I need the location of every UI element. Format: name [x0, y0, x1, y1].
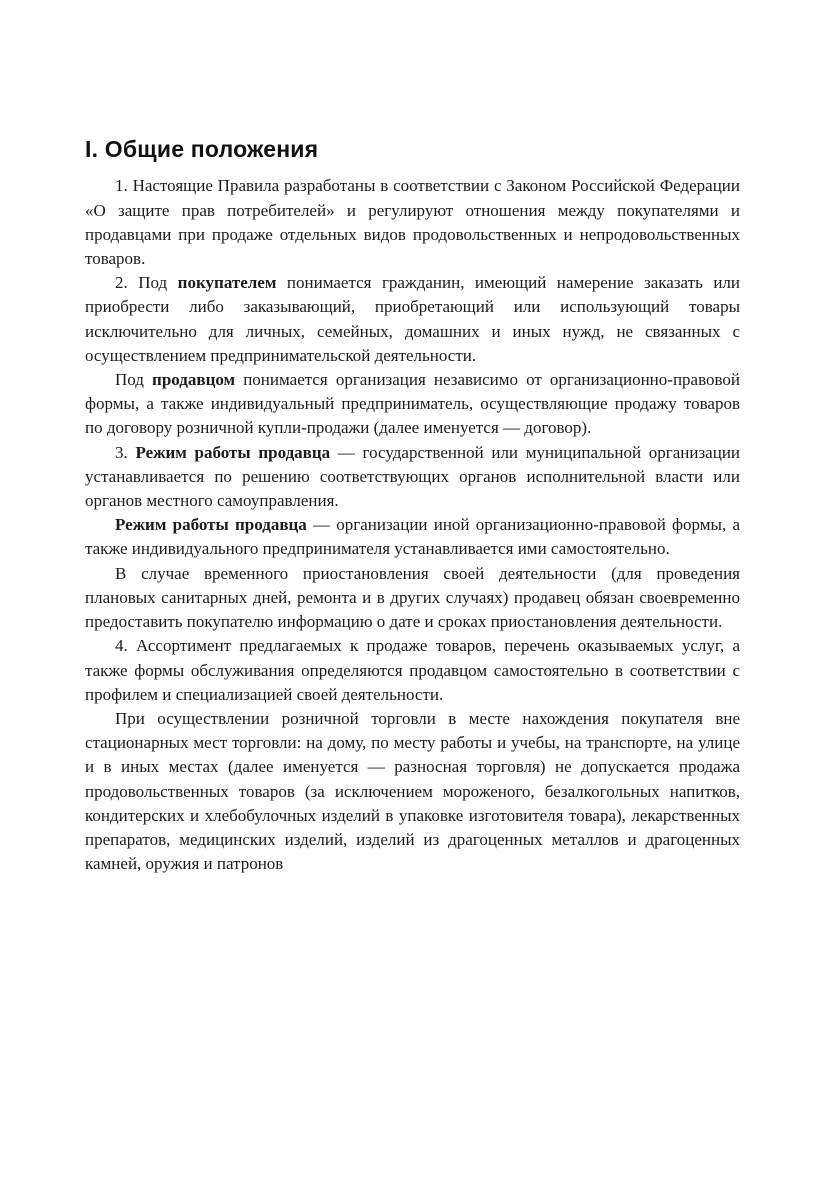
text-run: 4. Ассортимент предлагаемых к продаже товаров, перечень оказываемых услуг, а также формы обслуживания определяются продавцом самостоятельно в соответствии с профилем и специализацией своей деятельности.: [85, 636, 740, 704]
paragraph: [85, 441, 740, 514]
text-run: При осуществлении розничной торговли в месте нахождения покупателя вне стационарных мест торговли: на дому, по месту работы и учебы, на транспорте, на улице и в иных местах (далее именуется — разносная торговля) не допускается продажа продовольственных товаров (за исключением мороженого, безалкогольных напитков, кондитерских и хлебобулочных изделий в упаковке изготовителя товара), лекарственных препаратов, медицинских изделий, изделий из драгоценных металлов и драгоценных камней, оружия и патронов: [85, 708, 740, 874]
text-run: понимается организация независимо от организационно-правовой формы, а также индивидуальный предприниматель, осуществляющие продажу товаров по договору розничной купли-продажи (далее именуется — договор).: [85, 370, 740, 438]
paragraph: [85, 174, 740, 271]
paragraph: [85, 562, 740, 635]
text-run: 3.: [115, 442, 136, 462]
bold-term: покупателем: [177, 273, 277, 293]
paragraph: [85, 271, 740, 368]
text-run: понимается гражданин, имеющий намерение заказать или приобрести либо заказывающий, приобретающий или использующий товары исключительно для личных, семейных, домашних и иных нужд, не связанных с осуществлением предпринимательской деятельности.: [85, 273, 741, 365]
paragraph: [85, 368, 740, 441]
bold-term: Режим работы продавца: [115, 515, 307, 535]
text-run: 1. Настоящие Правила разработаны в соответствии с Законом Российской Федерации «О защите прав потребителей» и регулируют отношения между покупателями и продавцами при продаже отдельных видов продовольственных и непродовольственных товаров.: [85, 176, 740, 269]
document-body: [85, 174, 740, 876]
paragraph: [85, 707, 740, 876]
text-run: Под: [115, 370, 153, 390]
text-run: — организации иной организационно-правовой формы, а также индивидуального предпринимателя устанавливается ими самостоятельно.: [85, 515, 740, 559]
text-run: В случае временного приостановления своей деятельности (для проведения плановых санитарных дней, ремонта и в других случаях) продавец обязан своевременно предоставить покупателю информацию о дате и сроках приостановления деятельности.: [85, 563, 740, 632]
section-heading: I. Общие положения: [85, 136, 319, 162]
text-run: — государственной или муниципальной организации устанавливается по решению соответствующих органов исполнительной власти или органов местного самоуправления.: [85, 442, 741, 511]
paragraph: [85, 634, 740, 707]
paragraph: [85, 513, 740, 561]
bold-term: Режим работы продавца: [135, 442, 331, 462]
text-run: 2. Под: [115, 273, 178, 293]
bold-term: продавцом: [152, 370, 236, 390]
